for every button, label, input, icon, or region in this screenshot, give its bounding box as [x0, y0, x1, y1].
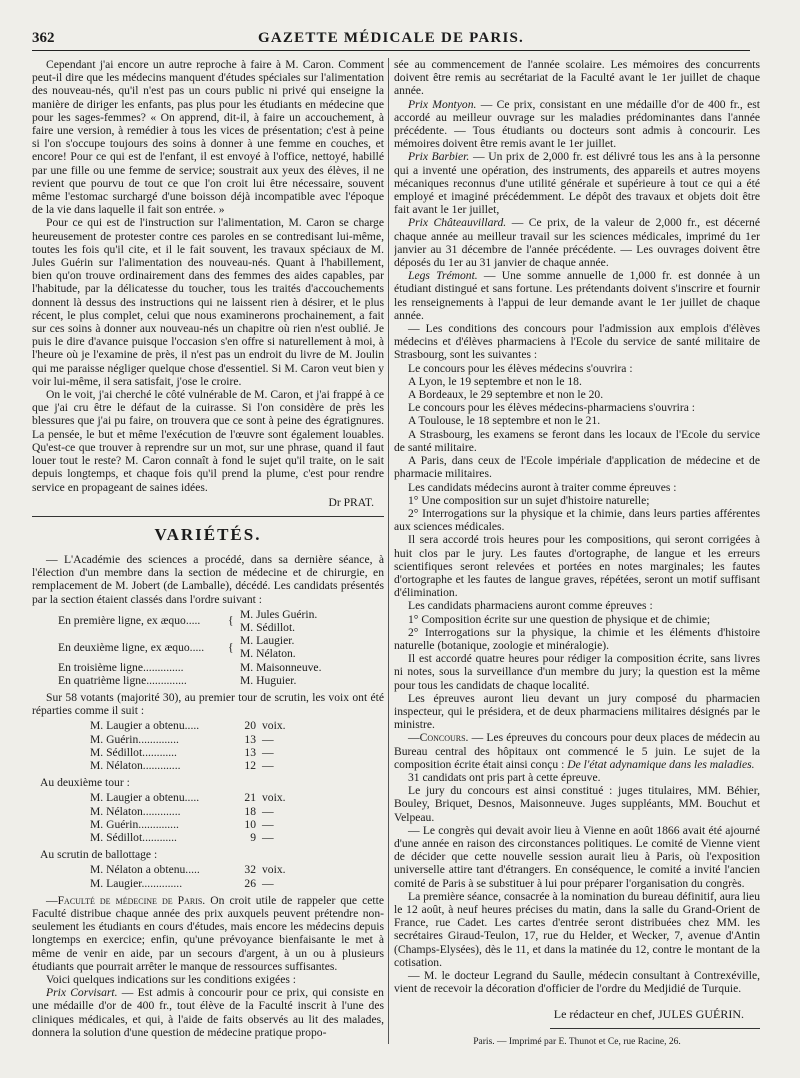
vote-count: 21	[244, 791, 256, 805]
vote-name: M. Guérin..............	[90, 817, 179, 831]
faculte-paragraph: —Faculté de médecine de Paris. On croit utile de rappeler que cette Faculté distribue chaque année des prix auxquels peuvent prétendre non-seulement les étudiants en cours d'études, mais encore les médecins depuis longtemps en exercice; enfin, qu'une prévoyance bienfaisante le met à même de venir en aide, par un secours d'argent, à un ou à plusieurs étudiants que pourrait arrêter le manque de ressources suffisantes.	[32, 893, 384, 973]
medecins-line: A Lyon, le 19 septembre et non le 18.	[408, 374, 582, 388]
vote-name: M. Laugier..............	[90, 876, 183, 890]
intro-paragraph-3: On le voit, j'ai cherché le côté vulnérable de M. Caron, et j'ai frappé à ce que j'ai cru être le défaut de la cuirasse. Si l'on considère de près les blessures que j'ai pu faire, on trouvera que ce sont à peine des égratignures. La pensée, le but et même l'exécution de l'œuvre sont également louables. Qu'est-ce que trouver à reprendre sur un mot, sur une phrase, quand il faut louer tout le reste? M. Caron connaît à fond le sujet qu'il traite, on le sait depuis longtemps, et chaque fois qu'il prend la plume, c'est pour rendre service en propageant de saines idées.	[32, 388, 384, 494]
vote-name: M. Guérin..............	[90, 732, 179, 746]
candidate-position: En deuxième ligne, ex æquo.....	[58, 640, 205, 654]
trois-heures-paragraph: Il sera accordé trois heures pour les compositions, qui seront corrigées à huit clos par le jury. Les fautes d'ortographe, de langue et les erreurs scientifiques seront relevées et portées en notes marginales; les fautes d'ortographe et les fautes de langue graves, répétées, seront un motif suffisant d'élimination.	[394, 533, 760, 600]
journal-title: GAZETTE MÉDICALE DE PARIS.	[258, 30, 524, 46]
jury-paragraph: Les épreuves auront lieu devant un jury composé du pharmacien inspecteur, qui le présidera, et de deux pharmaciens militaires désignés par le ministre.	[394, 691, 760, 732]
vote-line	[32, 733, 384, 746]
vote-name: M. Nélaton.............	[90, 758, 181, 772]
candidate-position: En première ligne, ex æquo.....	[58, 614, 201, 628]
vote-name: M. Sédillot............	[90, 830, 177, 844]
epreuves-medecins-intro: Les candidats médecins auront à traiter comme épreuves :	[408, 480, 677, 494]
montyon-paragraph	[394, 98, 760, 151]
chateauvillard-paragraph	[394, 216, 760, 269]
vote-unit: —	[262, 732, 274, 746]
vote-name: M. Nélaton.............	[90, 804, 181, 818]
ballotage-label: Au scrutin de ballottage :	[40, 848, 158, 862]
page-number: 362	[32, 30, 55, 46]
concours-intro: — Les conditions des concours pour l'admission aux emplois d'élèves médecins et d'élèves pharmaciens à l'Ecole du service de santé militaire de Strasbourg, sont les suivantes :	[394, 322, 760, 362]
tremont-paragraph	[394, 269, 760, 322]
brace-icon: {	[228, 614, 234, 628]
vote-count: 32	[244, 863, 256, 877]
intro-paragraph-1: Cependant j'ai encore un autre reproche à faire à M. Caron. Comment peut-il dire que les médecins manquent d'études spéciales sur l'alimentation des nouveau-nés, qu'il n'est pas un cours public ni privé qui enseigne la manière de diriger les enfants, pas plus pour les étudiants en médecine que pour les sages-femmes? « On apprend, dit-il, à faire un accouchement, à faire une version, à remédier à tous les vices de présentation; c'est à peine si l'on s'occupe toujours des soins à donner à une femme en couches, et encore! Pour ce qui est de l'enfant, il est envoyé à l'office, nettoyé, habillé par une fille ou une femme de service; soustrait aux yeux des élèves, il ne revient que pourvu de tout ce que l'on croit lui être nécessaire, souvent même l'estomac surchargé d'une boisson déjà incompatible avec l'époque de la vie dans laquelle il fait son entrée. »	[32, 58, 384, 217]
strasbourg-paragraph: A Strasbourg, les examens se feront dans les locaux de l'Ecole du service de santé militaire.	[394, 427, 760, 454]
redacteur-line: Le rédacteur en chef, JULES GUÉRIN.	[553, 1007, 744, 1022]
vote-count: 20	[244, 719, 256, 733]
corvisart-continuation: sée au commencement de l'année scolaire. Les mémoires des concurrents doivent être remis au secrétariat de la Faculté avant le 1er juillet de chaque année.	[394, 58, 760, 98]
epreuves-pharm-intro: Les candidats pharmaciens auront comme épreuves :	[408, 599, 653, 613]
section-rule	[32, 516, 384, 517]
concours-subject: De l'état adynamique dans les maladies.	[567, 757, 755, 771]
second-round-label: Au deuxième tour :	[40, 776, 130, 790]
chateauvillard-name: Prix Châteauvillard.	[408, 216, 507, 230]
conditions-intro: Voici quelques indications sur les conditions exigées :	[46, 973, 296, 986]
jury-concours: Le jury du concours est ainsi constitué : juges titulaires, MM. Béhier, Bouley, Briquet, Desnos, Maisonneuve. Juges suppléants, MM. Bouchut et Velpeau.	[394, 784, 760, 824]
vote-count: 13	[244, 732, 256, 746]
vote-line	[32, 818, 384, 831]
vote-line	[32, 719, 384, 732]
vote-count: 10	[244, 817, 256, 831]
congres-paragraph-1: — Le congrès qui devait avoir lieu à Vienne en août 1866 avait été ajourné d'une année en raison des circonstances politiques. Le comité de Vienne vient de décider que cette nouvelle session aurait lieu à Paris, où l'exposition universelle attire tant d'étrangers. En conséquence, le comité a invité l'ancien comité de Paris à se substituer à lui pour préparer l'organisation du congrès.	[394, 823, 760, 890]
candidate-row	[32, 634, 384, 660]
vote-unit: voix.	[262, 863, 286, 877]
candidate-name: M. Maisonneuve.	[240, 660, 322, 674]
barbier-name: Prix Barbier.	[408, 150, 470, 164]
vote-unit: —	[262, 804, 274, 818]
candidate-name: M. Jules Guérin.	[240, 607, 318, 621]
vote-line	[32, 805, 384, 818]
pharmaciens-label: Le concours pour les élèves médecins-pharmaciens s'ouvrira :	[408, 401, 695, 415]
vote-line	[32, 759, 384, 772]
vote-unit: —	[262, 745, 274, 759]
first-round-votes	[32, 719, 384, 772]
medecins-line: A Bordeaux, le 29 septembre et non le 20.	[408, 388, 604, 402]
legrand-paragraph: — M. le docteur Legrand du Saulle, médecin consultant à Contrexéville, vient de recevoir la décoration d'officier de l'ordre du Medjidié de Turquie.	[394, 969, 760, 996]
varietes-title: VARIÉTÉS.	[154, 524, 262, 544]
candidate-name: M. Nélaton.	[240, 647, 296, 661]
tremont-text: — Une somme annuelle de 1,000 fr. est donnée à un étudiant distingué et sans fortune. Les prétendants doivent s'inscrire et fournir les renseignements à l'appui de leur demande avant le 1er juillet de chaque année.	[394, 269, 760, 322]
vote-name: M. Laugier a obtenu.....	[90, 719, 200, 733]
epreuve-item: 2° Interrogations sur la physique et la chimie, dans leurs parties afférentes aux sciences médicales.	[394, 506, 760, 534]
candidate-names	[240, 608, 384, 634]
faculte-text: On croit utile de rappeler que cette Faculté distribue chaque année des prix auxquels peuvent prétendre non-seulement les étudiants en cours d'études, mais encore les médecins depuis longtemps en exercice; enfin, qu'une prévoyance bienfaisante le met à même de venir en aide, par un secours d'argent, à un ou à plusieurs étudiants que pourrait arrêter le manque de ressources suffisantes.	[32, 893, 384, 973]
vote-unit: —	[262, 830, 274, 844]
vote-line	[32, 746, 384, 759]
page-header	[32, 28, 750, 51]
second-round-votes	[32, 791, 384, 844]
concours-paragraph: —Concours. — Les épreuves du concours pour deux places de médecin au Bureau central des hôpitaux ont commencé le 5 juin. Le sujet de la composition écrite était ainsi conçu : De l'état adynamique dans les maladies.	[394, 731, 760, 771]
vote-unit: —	[262, 817, 274, 831]
signature: Dr PRAT.	[328, 495, 374, 509]
barbier-text: — Un prix de 2,000 fr. est délivré tous les ans à la personne qui a inventé une opération, des instruments, des appareils et autres moyens mécaniques reconnus d'une utilité générale et supérieure à tout ce qui a été employé et imaginé précédemment. Le dépôt des travaux et objets doit être fait avant le 1er juillet,	[394, 150, 760, 217]
montyon-text: — Ce prix, consistant en une médaille d'or de 400 fr., est accordé au meilleur ouvrage sur les maladies prédominantes dans l'année précédente. — Tous étudiants ou docteurs sont admis à concourir. Les mémoires doivent être remis avant le 1er juillet.	[394, 97, 760, 151]
academie-paragraph: — L'Académie des sciences a procédé, dans sa dernière séance, à l'élection d'un membre dans la section de médecine et de chirurgie, en remplacement de M. Jobert (de Lamballe), décédé. Les candidats présentés par la section étaient classés dans l'ordre suivant :	[32, 552, 384, 606]
vote-unit: —	[262, 876, 274, 890]
columns	[32, 58, 760, 1054]
vote-count: 13	[244, 745, 256, 759]
candidates-table	[32, 608, 384, 687]
corvisart-name: Prix Corvisart.	[46, 986, 118, 1000]
candidate-row	[32, 661, 384, 674]
vote-line	[32, 863, 384, 876]
tremont-name: Legs Trémont.	[408, 269, 478, 283]
medecins-label: Le concours pour les élèves médecins s'ouvrira :	[408, 361, 633, 375]
candidate-name: M. Huguier.	[240, 673, 297, 687]
paris-paragraph: A Paris, dans ceux de l'Ecole impériale d'application de médecine et de pharmacie militaires.	[394, 454, 760, 481]
vote-name: M. Sédillot............	[90, 745, 177, 759]
epreuve-item: 1° Composition écrite sur une question de physique et de chimie;	[408, 612, 711, 626]
chateauvillard-text: — Ce prix, de la valeur de 2,000 fr., est décerné chaque année au meilleur travail sur les sciences médicales, imprimé du 1er janvier au 31 décembre de l'année précédente. — Les ouvrages doivent être déposés du 1er au 31 janvier de chaque année.	[394, 216, 760, 270]
candidate-row	[32, 674, 384, 687]
vote-count: 26	[244, 876, 256, 890]
vote-line	[32, 831, 384, 844]
vote-unit: voix.	[262, 791, 286, 805]
redacteur-rule	[550, 1028, 760, 1029]
candidate-row	[32, 608, 384, 634]
first-round-intro: Sur 58 votants (majorité 30), au premier tour de scrutin, les voix ont été réparties comme il suit :	[32, 690, 384, 718]
quatre-heures-paragraph: Il est accordé quatre heures pour rédiger la composition écrite, sans livres ni notes, sous la surveillance d'un membre du jury; la question est la même pour tous les candidats de chaque localité.	[394, 652, 760, 692]
right-column	[394, 58, 760, 1054]
candidats-presents: 31 candidats ont pris part à cette épreuve.	[408, 770, 601, 784]
column-divider	[388, 58, 389, 1044]
vote-line	[32, 791, 384, 804]
montyon-name: Prix Montyon.	[408, 97, 477, 111]
vote-count: 9	[250, 830, 256, 844]
brace-icon: {	[228, 640, 234, 654]
candidate-position: En quatrième ligne..............	[58, 673, 187, 687]
barbier-paragraph	[394, 150, 760, 216]
concours-text: — Les épreuves du concours pour deux places de médecin au Bureau central des hôpitaux ont commencé le 5 juin. Le sujet de la composition écrite était ainsi conçu :	[394, 731, 760, 771]
corvisart-paragraph	[32, 986, 384, 1039]
epreuve-item: 1° Une composition sur un sujet d'histoire naturelle;	[408, 493, 650, 507]
candidate-names	[240, 634, 384, 660]
imprint-line: Paris. — Imprimé par E. Thunot et Ce, rue Racine, 26.	[473, 1037, 681, 1048]
left-column	[32, 58, 384, 1054]
vote-unit: voix.	[262, 719, 286, 733]
epreuve-item: 2° Interrogations sur la physique, la chimie et les éléments d'histoire naturelle (botanique, zoologie et minéralogie).	[394, 625, 760, 652]
candidate-name: M. Laugier.	[240, 634, 295, 648]
vote-count: 18	[244, 804, 256, 818]
vote-count: 12	[244, 758, 256, 772]
vote-unit: —	[262, 758, 274, 772]
congres-paragraph-2: La première séance, consacrée à la nomination du bureau définitif, aura lieu le 12 août, à neuf heures précises du matin, dans la salle du Grand-Orient de France, rue Cadet. Les cartes d'entrée seront distribuées chez MM. les secrétaires Giraud-Teulon, 17, rue du Helder, et Wecker, 7, avenue d'Antin (Champs-Elysées), dès le 11, et dans la matinée du 12, contre le montant de la cotisation.	[394, 889, 760, 969]
ballotage-votes	[32, 863, 384, 889]
vote-line	[32, 877, 384, 890]
pharmaciens-line: A Toulouse, le 18 septembre et non le 21.	[408, 414, 601, 428]
faculte-heading: Faculté de médecine de Paris.	[57, 893, 206, 907]
candidate-name: M. Sédillot.	[240, 620, 296, 634]
concours-heading: Concours.	[419, 731, 469, 745]
intro-paragraph-2: Pour ce qui est de l'instruction sur l'alimentation, M. Caron se charge heureusement de protester contre ces paroles en se contredisant lui-même, toutes les fois qu'il cite, et il le fait souvent, les travaux spéciaux de M. Jules Guérin sur l'alimentation des nouveau-nés. Quant à l'habillement, bien qu'on trouve ordinairement dans des femmes des aides capables, par l'habitude, par la délicatesse du toucher, tous les traités d'accouchements donnent là dessus des instructions qui ne laissent rien à désirer, et le plus récent, le plus complet, celui que nous examinerons prochainement, a fait sur ces soins à donner aux nouveau-nés un chapitre où rien n'est oublié. Je puis le dire d'avance puisque l'occasion s'en offre si naturellement à moi, à l'heure où je l'examine de près, il n'est pas un endroit du livre de M. Joulin qui me paraisse négliger quelque chose d'essentiel. Si M. Caron veut bien y voir lui-même, il sera satisfait, j'ose le croire.	[32, 216, 384, 388]
vote-name: M. Laugier a obtenu.....	[90, 791, 200, 805]
candidate-position: En troisième ligne..............	[58, 660, 184, 674]
corvisart-text: — Est admis à concourir pour ce prix, qui consiste en une médaille d'or de 400 fr., tout élève de la Faculté inscrit à l'une des cliniques médicales, et qui, à l'aide de faits observés au lit des malades, donnera la solution d'une question de médecine pratique propo-	[32, 986, 384, 1039]
vote-name: M. Nélaton a obtenu.....	[90, 863, 200, 877]
